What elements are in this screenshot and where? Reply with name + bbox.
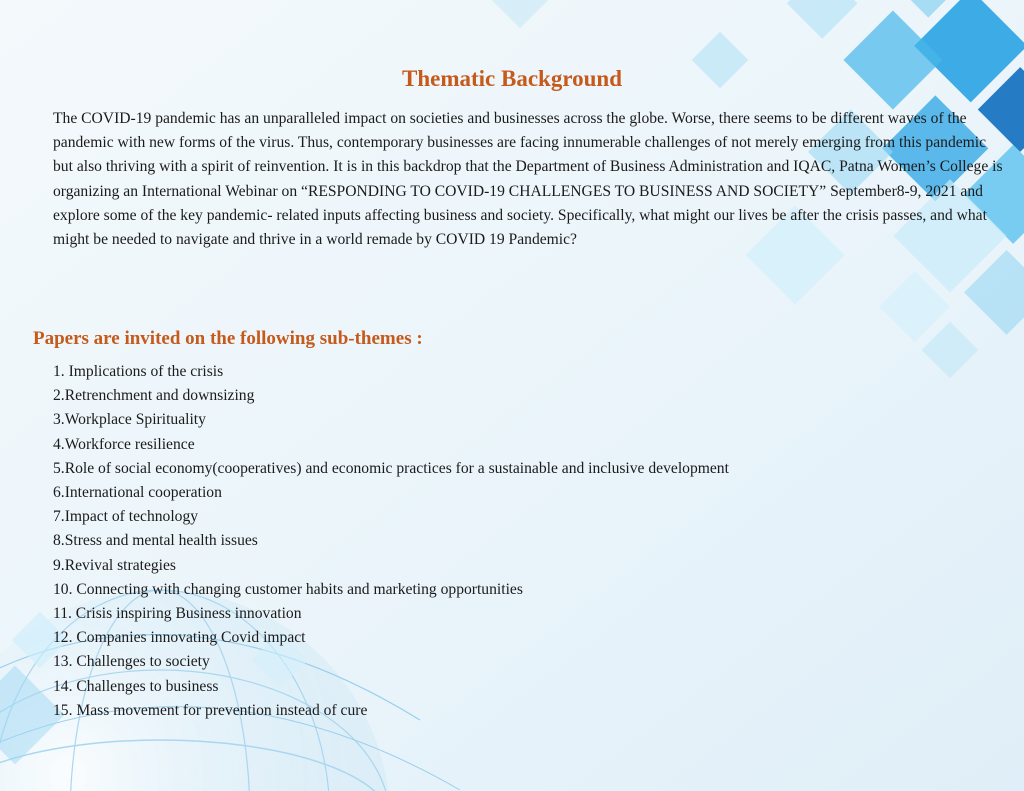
subthemes-heading: Papers are invited on the following sub-themes : [33, 328, 423, 349]
subtheme-item: 14. Challenges to business [53, 677, 219, 695]
subtheme-item: 12. Companies innovating Covid impact [53, 629, 306, 647]
subtheme-item: 8.Stress and mental health issues [53, 532, 258, 550]
page-title: Thematic Background [401, 66, 623, 91]
subtheme-item: 13. Challenges to society [53, 653, 210, 671]
subtheme-item: 4.Workforce resilience [53, 435, 195, 453]
subthemes-list [53, 360, 729, 723]
subtheme-item: 10. Connecting with changing customer habits and marketing opportunities [53, 580, 523, 598]
subtheme-item: 5.Role of social economy(cooperatives) and economic practices for a sustainable and inclusive development [53, 459, 729, 477]
subtheme-item: 2.Retrenchment and downsizing [53, 387, 255, 405]
subtheme-item: 3.Workplace Spirituality [53, 411, 206, 429]
subtheme-item: 9.Revival strategies [53, 556, 176, 574]
subtheme-item: 7.Impact of technology [53, 508, 199, 526]
subtheme-item: 1. Implications of the crisis [53, 363, 224, 380]
background-paragraph: The COVID-19 pandemic has an unparalleled impact on societies and businesses across the globe. Worse, there seems to be different waves of the pandemic with new forms of the virus. Thus, contemporary businesses are facing innumerable challenges of not merely emerging from this pandemic but also thriving with a spirit of reinvention. It is in this backdrop that the Department of Business Administration and IQAC, Patna Women’s College is organizing an International Webinar on “RESPONDING TO COVID-19 CHALLENGES TO BUSINESS AND SOCIETY” September8-9, 2021 and explore some of the key pandemic- related inputs affecting business and society. Specifically, what might our lives be after the crisis passes, and what might be needed to navigate and thrive in a world remade by COVID 19 Pandemic? [53, 110, 1003, 249]
subtheme-item: 6.International cooperation [53, 484, 222, 502]
subtheme-item: 11. Crisis inspiring Business innovation [53, 605, 302, 623]
subtheme-item: 15. Mass movement for prevention instead of cure [53, 701, 368, 719]
